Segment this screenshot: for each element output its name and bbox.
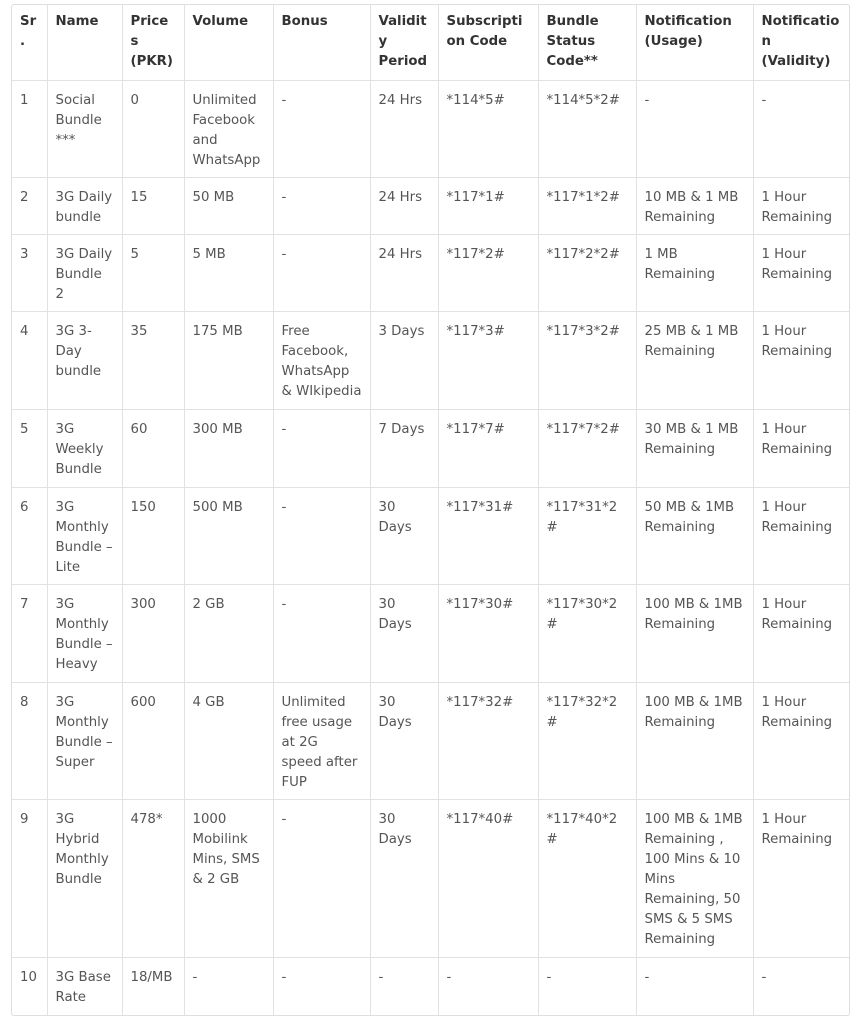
cell-price: 300 — [122, 585, 184, 683]
cell-status-code: - — [538, 958, 636, 1016]
header-sr: Sr. — [12, 5, 47, 81]
cell-volume: 175 MB — [184, 312, 273, 410]
cell-subscription-code: *117*40# — [438, 800, 538, 958]
cell-notification-validity: 1 Hour Remaining — [753, 312, 849, 410]
header-notification-usage: Notification (Usage) — [636, 5, 753, 81]
header-volume: Volume — [184, 5, 273, 81]
cell-validity: 24 Hrs — [370, 178, 438, 235]
cell-price: 18/MB — [122, 958, 184, 1016]
cell-notification-validity: 1 Hour Remaining — [753, 585, 849, 683]
cell-bonus: - — [273, 800, 370, 958]
cell-name: 3G Hybrid Monthly Bundle — [47, 800, 122, 958]
cell-notification-validity: 1 Hour Remaining — [753, 683, 849, 800]
table-row — [12, 958, 849, 1016]
cell-sr: 1 — [12, 81, 47, 178]
cell-subscription-code: *117*2# — [438, 235, 538, 312]
cell-status-code: *117*32*2# — [538, 683, 636, 800]
cell-subscription-code: *117*30# — [438, 585, 538, 683]
cell-name: 3G Daily Bundle 2 — [47, 235, 122, 312]
cell-notification-validity: 1 Hour Remaining — [753, 800, 849, 958]
cell-notification-validity: 1 Hour Remaining — [753, 235, 849, 312]
cell-volume: - — [184, 958, 273, 1016]
cell-sr: 3 — [12, 235, 47, 312]
cell-name: 3G Weekly Bundle — [47, 410, 122, 488]
cell-status-code: *117*7*2# — [538, 410, 636, 488]
table-row — [12, 683, 849, 800]
table-row — [12, 410, 849, 488]
cell-notification-validity: 1 Hour Remaining — [753, 410, 849, 488]
cell-validity: 24 Hrs — [370, 81, 438, 178]
cell-volume: 1000 Mobilink Mins, SMS & 2 GB — [184, 800, 273, 958]
cell-sr: 8 — [12, 683, 47, 800]
cell-sr: 10 — [12, 958, 47, 1016]
cell-subscription-code: - — [438, 958, 538, 1016]
cell-validity: 30 Days — [370, 585, 438, 683]
cell-notification-usage: 25 MB & 1 MB Remaining — [636, 312, 753, 410]
cell-bonus: - — [273, 178, 370, 235]
cell-name: 3G 3-Day bundle — [47, 312, 122, 410]
cell-bonus: - — [273, 585, 370, 683]
cell-price: 60 — [122, 410, 184, 488]
cell-validity: 30 Days — [370, 683, 438, 800]
bundle-table-container — [11, 4, 850, 1016]
header-prices: Prices (PKR) — [122, 5, 184, 81]
cell-notification-usage: 30 MB & 1 MB Remaining — [636, 410, 753, 488]
cell-bonus: - — [273, 81, 370, 178]
cell-notification-usage: - — [636, 81, 753, 178]
cell-name: 3G Monthly Bundle – Super — [47, 683, 122, 800]
cell-status-code: *117*1*2# — [538, 178, 636, 235]
cell-status-code: *117*40*2# — [538, 800, 636, 958]
cell-price: 0 — [122, 81, 184, 178]
bundle-table — [12, 5, 849, 1015]
cell-name: Social Bundle *** — [47, 81, 122, 178]
cell-subscription-code: *117*1# — [438, 178, 538, 235]
cell-notification-usage: 1 MB Remaining — [636, 235, 753, 312]
cell-bonus: - — [273, 410, 370, 488]
cell-volume: 4 GB — [184, 683, 273, 800]
cell-notification-usage: 50 MB & 1MB Remaining — [636, 488, 753, 585]
cell-status-code: *117*30*2# — [538, 585, 636, 683]
cell-subscription-code: *114*5# — [438, 81, 538, 178]
cell-notification-validity: - — [753, 81, 849, 178]
cell-notification-validity: 1 Hour Remaining — [753, 178, 849, 235]
cell-notification-usage: 10 MB & 1 MB Remaining — [636, 178, 753, 235]
cell-sr: 5 — [12, 410, 47, 488]
header-name: Name — [47, 5, 122, 81]
cell-subscription-code: *117*31# — [438, 488, 538, 585]
cell-sr: 6 — [12, 488, 47, 585]
cell-price: 150 — [122, 488, 184, 585]
cell-status-code: *114*5*2# — [538, 81, 636, 178]
cell-bonus: Free Facebook, WhatsApp & WIkipedia — [273, 312, 370, 410]
cell-subscription-code: *117*32# — [438, 683, 538, 800]
table-row — [12, 488, 849, 585]
cell-volume: 5 MB — [184, 235, 273, 312]
cell-status-code: *117*2*2# — [538, 235, 636, 312]
cell-notification-validity: 1 Hour Remaining — [753, 488, 849, 585]
table-row — [12, 235, 849, 312]
cell-bonus: Unlimited free usage at 2G speed after FUP — [273, 683, 370, 800]
cell-bonus: - — [273, 488, 370, 585]
cell-price: 478* — [122, 800, 184, 958]
cell-notification-usage: 100 MB & 1MB Remaining — [636, 585, 753, 683]
cell-name: 3G Monthly Bundle – Heavy — [47, 585, 122, 683]
cell-sr: 2 — [12, 178, 47, 235]
cell-validity: 30 Days — [370, 800, 438, 958]
cell-validity: 30 Days — [370, 488, 438, 585]
cell-name: 3G Daily bundle — [47, 178, 122, 235]
cell-notification-usage: 100 MB & 1MB Remaining , 100 Mins & 10 Mins Remaining, 50 SMS & 5 SMS Remaining — [636, 800, 753, 958]
header-subscription-code: Subscription Code — [438, 5, 538, 81]
cell-notification-validity: - — [761, 970, 767, 985]
cell-name: 3G Base Rate — [47, 958, 122, 1016]
cell-notification-usage: - — [636, 958, 753, 1016]
cell-subscription-code: *117*3# — [438, 312, 538, 410]
cell-price: 35 — [122, 312, 184, 410]
cell-volume: 2 GB — [184, 585, 273, 683]
cell-validity: - — [370, 958, 438, 1016]
cell-volume: 50 MB — [184, 178, 273, 235]
cell-notification-usage: 100 MB & 1MB Remaining — [636, 683, 753, 800]
cell-bonus: - — [273, 235, 370, 312]
table-row — [12, 178, 849, 235]
table-row — [12, 312, 849, 410]
cell-bonus: - — [273, 958, 370, 1016]
cell-status-code: *117*3*2# — [538, 312, 636, 410]
cell-sr: 4 — [12, 312, 47, 410]
cell-price: 15 — [122, 178, 184, 235]
table-row — [12, 81, 849, 178]
table-row — [12, 585, 849, 683]
cell-validity: 7 Days — [370, 410, 438, 488]
cell-volume: Unlimited Facebook and WhatsApp — [184, 81, 273, 178]
table-header-row — [12, 5, 849, 81]
cell-price: 600 — [122, 683, 184, 800]
cell-validity: 24 Hrs — [370, 235, 438, 312]
table-row — [12, 800, 849, 958]
cell-volume: 500 MB — [184, 488, 273, 585]
cell-sr: 7 — [12, 585, 47, 683]
cell-name: 3G Monthly Bundle – Lite — [47, 488, 122, 585]
header-bundle-status-code: Bundle Status Code** — [538, 5, 636, 81]
cell-validity: 3 Days — [370, 312, 438, 410]
header-bonus: Bonus — [273, 5, 370, 81]
cell-status-code: *117*31*2# — [538, 488, 636, 585]
header-notification-validity: Notification (Validity) — [753, 5, 849, 81]
cell-sr: 9 — [12, 800, 47, 958]
cell-volume: 300 MB — [184, 410, 273, 488]
cell-price: 5 — [122, 235, 184, 312]
cell-subscription-code: *117*7# — [438, 410, 538, 488]
header-validity-period: Validity Period — [370, 5, 438, 81]
